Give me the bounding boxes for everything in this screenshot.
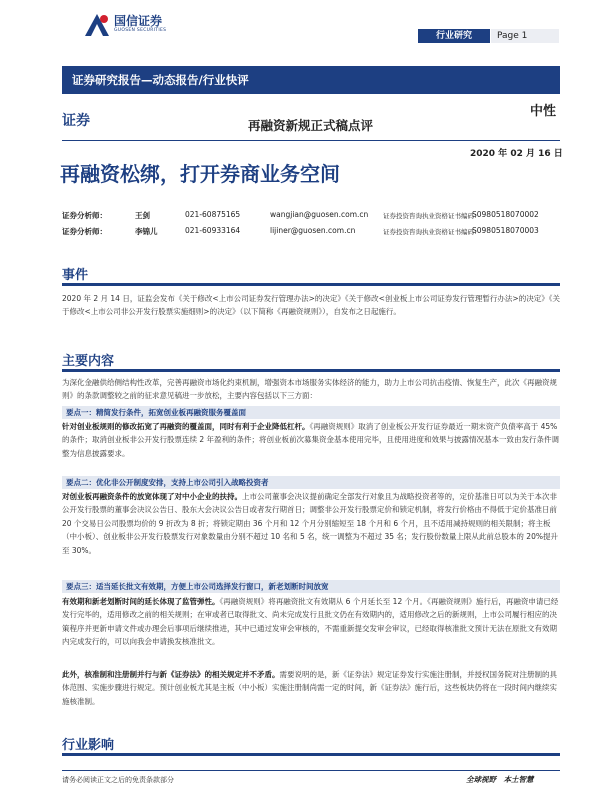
point-paragraph: [62, 420, 560, 460]
report-subtitle: 再融资新规正式稿点评: [248, 118, 374, 133]
page-number: Page 1: [491, 29, 559, 43]
point-heading: 要点三：适当延长批文有效期，方便上市公司选择发行窗口，新老划断时间放宽: [62, 580, 560, 593]
point-lead: 针对创业板规则的修改拓宽了再融资的覆盖面，同时有利于企业降低杠杆。: [62, 422, 310, 431]
point-lead: 有效期和新老划断时间的延长体现了监管弹性。: [62, 597, 220, 606]
section-divider: [62, 283, 560, 286]
section-divider: [62, 753, 560, 756]
analyst-role: 证券分析师：: [62, 227, 107, 236]
analyst-cert-label: 证券投资咨询执业资格证书编码：: [383, 228, 481, 236]
analyst-phone: 021-60933164: [185, 226, 241, 235]
event-paragraph: 2020 年 2 月 14 日，证监会发布《关于修改<上市公司证券发行管理办法>的决定》《关于修改<创业板上市公司证券发行管理暂行办法>的决定》《关于修改<上市公司非公开发行股票实施细则>的决定》（以下简称《再融资规则》），自发布之日起施行。: [62, 294, 560, 317]
point-heading: 要点二：优化非公开制度安排，支持上市公司引入战略投资者: [62, 476, 560, 489]
footer-divider: [62, 770, 560, 771]
closing-paragraph: [62, 668, 560, 708]
guosen-logo-icon: [83, 12, 111, 38]
point-body: 《再融资规则》取消了创业板公开发行证券最近一期末资产负债率高于 45%的条件；取消创业板非公开发行股票连续 2 年盈利的条件；将创业板前次募集资金基本使用完毕，且使用进度和效果与披露情况基本一致由发行条件调整为信息披露要求。: [62, 422, 560, 458]
section-heading-impact: 行业影响: [62, 738, 115, 753]
page-title: 再融资松绑，打开券商业务空间: [60, 162, 340, 186]
logo-text-en: GUOSEN SECURITIES: [114, 28, 167, 33]
footer-slogan: 全球视野 本土智慧: [466, 775, 534, 784]
point-paragraph: [62, 595, 560, 649]
analyst-name: 李锦儿: [135, 227, 158, 236]
section-divider: [62, 369, 560, 372]
report-category-text: 证券研究报告—动态报告/行业快评: [72, 73, 249, 87]
report-type-label: 行业研究: [418, 29, 490, 43]
point-paragraph: [62, 490, 560, 557]
point-lead: 对创业板再融资条件的放宽体现了对中小企业的扶持。: [62, 492, 242, 501]
section-heading-main: 主要内容: [62, 354, 115, 369]
analyst-email[interactable]: lijiner@guosen.com.cn: [270, 226, 356, 235]
divider: [62, 140, 560, 141]
point-heading: 要点一：精简发行条件，拓宽创业板再融资服务覆盖面: [62, 406, 560, 419]
footer-disclaimer: 请务必阅读正文之后的免责条款部分: [62, 776, 174, 784]
analyst-email[interactable]: wangjian@guosen.com.cn: [270, 210, 369, 219]
analyst-cert: S0980518070003: [472, 226, 539, 235]
intro-paragraph: 为深化金融供给侧结构性改革，完善再融资市场化约束机制，增强资本市场服务实体经济的能力，助力上市公司抗击疫情、恢复生产，此次《再融资规则》的条款调整较之前的征求意见稿进一步放松，主要内容包括以下三方面：: [62, 378, 557, 401]
analyst-cert-label: 证券投资咨询执业资格证书编码：: [383, 212, 481, 220]
section-heading-event: 事件: [62, 268, 89, 283]
analyst-phone: 021-60875165: [185, 210, 241, 219]
analyst-cert: S0980518070002: [472, 210, 539, 219]
analyst-role: 证券分析师：: [62, 211, 107, 220]
analyst-name: 王剑: [135, 211, 150, 220]
closing-lead: 此外，核准制和注册制并行与新《证券法》的相关规定并不矛盾。: [62, 670, 280, 679]
report-date: 2020 年 02 月 16 日: [470, 149, 563, 159]
point-body: 《再融资规则》将再融资批文有效期从 6 个月延长至 12 个月。《再融资规则》施行后，再融资申请已经发行完毕的，适用修改之前的相关规则；在审或者已取得批文、尚未完成发行且批文仍在有效期内的，适用修改之后的新规则，上市公司履行相应的决策程序并更新申请文件或办理会后事项后继续推进，其中已通过发审会审核的，不需重新提交发审会审议，已经取得核准批文预计无法在原批文有效期内完成发行的，可以向我会申请换发核准批文。: [62, 597, 559, 647]
rating-label: 中性: [530, 104, 557, 119]
closing-body: 需要说明的是，新《证券法》规定证券发行实施注册制，并授权国务院对注册制的具体范围、实施步骤进行规定。预计创业板尤其是主板（中小板）实施注册制尚需一定的时间，新《证券法》施行后，这些板块仍将在一段时间内继续实施核准制。: [62, 670, 557, 706]
point-body: 上市公司董事会决议提前确定全部发行对象且为战略投资者等的，定价基准日可以为关于本次非公开发行股票的董事会决议公告日、股东大会决议公告日或者发行期首日；调整非公开发行股票定价和锁定机制，将发行价格由不得低于定价基准日前 20 个交易日公司股票均价的 9 折改为 8 折；将锁定期由 36 个月和 12 个月分别缩短至 18 个月和 6 个月，且不适用减持规则的相关限制；将主板（中小板）、创业板非公开发行股票发行对象数量由分别不超过 10 名和 5 名，统一调整为不超过 35 名；发行股份数量上限从此前总股本的 20%提升至 30%。: [62, 492, 558, 555]
logo-text-cn: 国信证券: [114, 14, 163, 28]
sector-label: 证券: [62, 113, 90, 129]
